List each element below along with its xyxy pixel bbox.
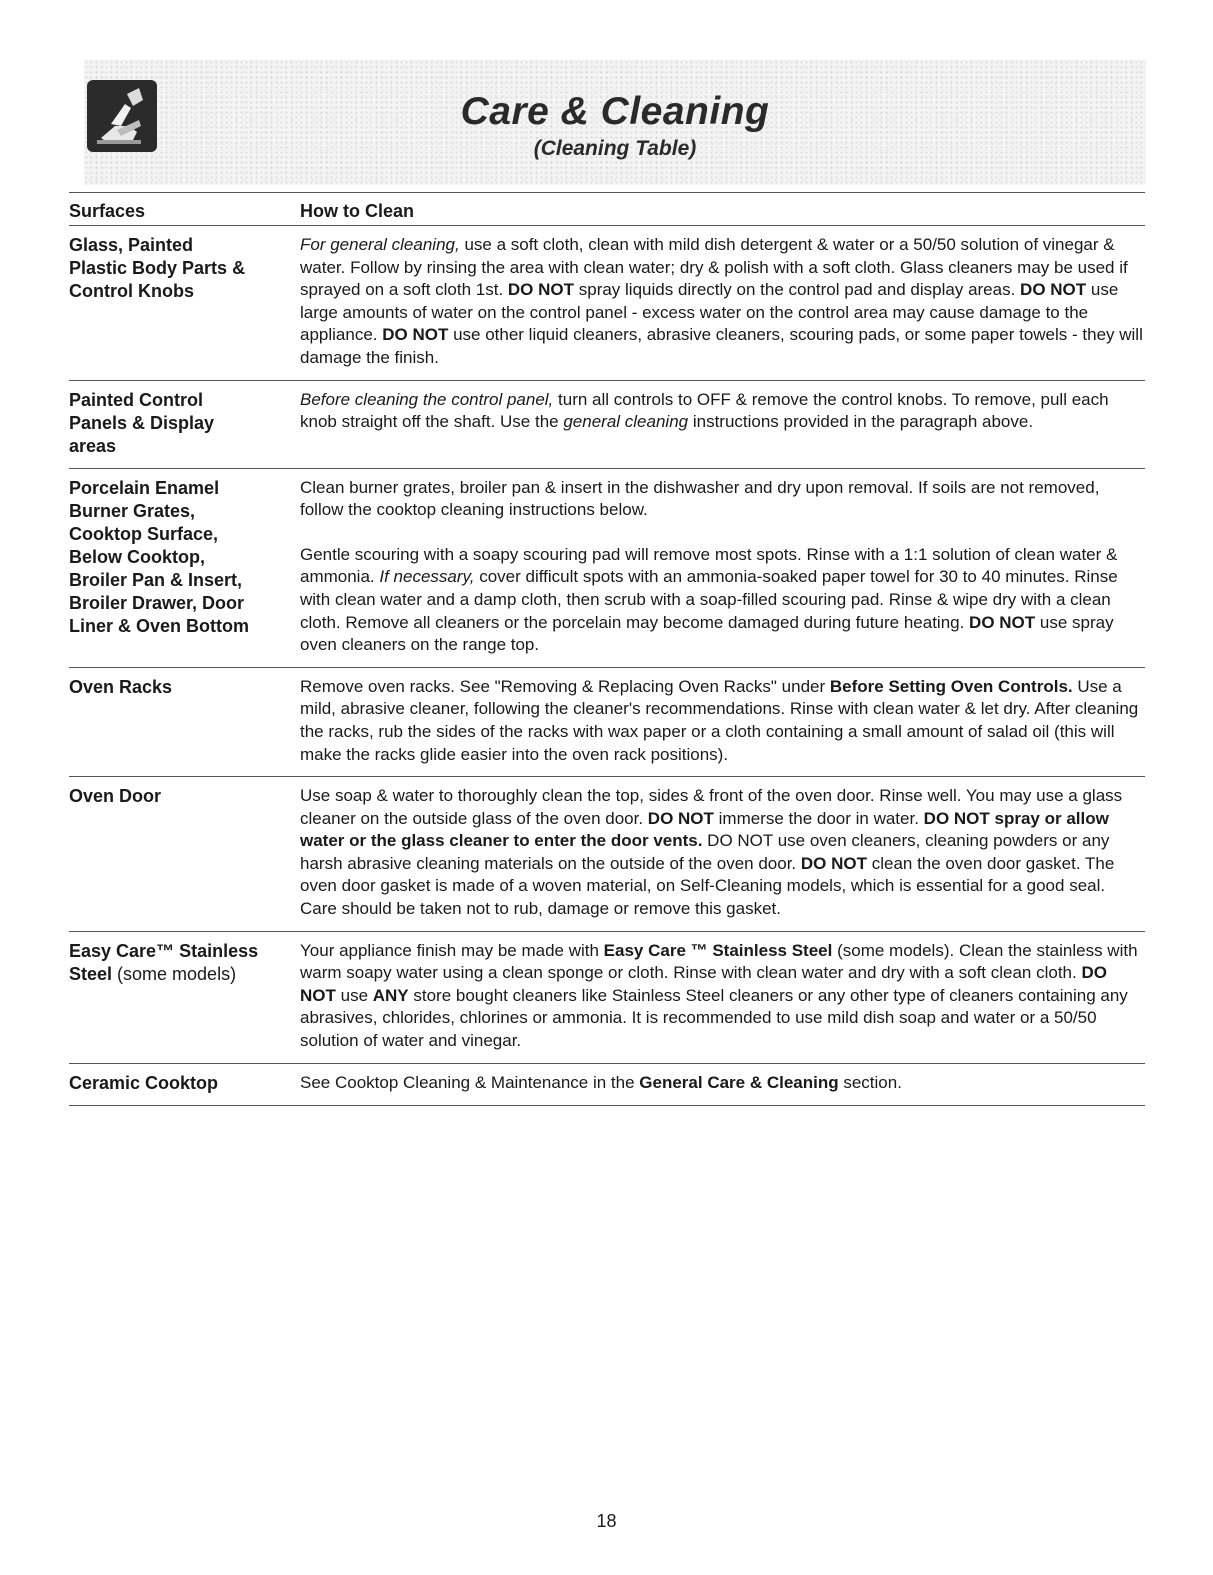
surface-name: Cooktop Surface, bbox=[69, 523, 219, 544]
surface-cell bbox=[69, 676, 300, 766]
emphasis-bold: ANY bbox=[372, 985, 409, 1005]
surface-line bbox=[69, 412, 300, 435]
surface-cell bbox=[69, 234, 300, 370]
surface-name: Control Knobs bbox=[69, 281, 194, 301]
surface-note: (some models) bbox=[112, 963, 237, 984]
instruction-text: (some models). Clean the stainless with warm soapy water using a clean sponge or cloth. Rinse with clean water and dry with a soft clean cloth. bbox=[300, 940, 1138, 983]
surface-name: Steel bbox=[69, 963, 113, 984]
surface-cell bbox=[69, 477, 300, 657]
instruction-paragraph bbox=[300, 389, 1145, 434]
surface-cell bbox=[69, 389, 300, 458]
surface-cell bbox=[69, 940, 300, 1053]
instruction-text: Clean burner grates, broiler pan & insert in the dishwasher and dry upon removal. If soils are not removed, follow the cooktop cleaning instructions below. bbox=[300, 477, 1100, 520]
table-row bbox=[69, 1064, 1145, 1105]
page-subtitle: (Cleaning Table) bbox=[533, 137, 697, 160]
instruction-paragraph bbox=[300, 1072, 1145, 1095]
emphasis-bold: DO NOT bbox=[800, 853, 867, 873]
surface-name: Broiler Pan & Insert, bbox=[69, 569, 243, 590]
emphasis-italic: Before cleaning the control panel, bbox=[300, 389, 554, 409]
emphasis-bold: Before Setting Oven Controls. bbox=[829, 676, 1073, 696]
surface-line bbox=[69, 569, 300, 592]
instructions-cell bbox=[300, 234, 1145, 370]
instruction-text: use large amounts of water on the control panel - excess water on the control area may cause damage to the appliance. bbox=[300, 280, 1119, 345]
emphasis-bold: DO NOT bbox=[300, 963, 1107, 1005]
surface-line bbox=[69, 280, 300, 303]
emphasis-italic: For general cleaning, bbox=[300, 235, 460, 254]
table-row bbox=[69, 381, 1145, 468]
instruction-text: section. bbox=[838, 1072, 902, 1092]
surface-name: Plastic Body Parts & bbox=[69, 258, 246, 278]
surface-name: Porcelain Enamel bbox=[69, 477, 220, 498]
instruction-text: cover difficult spots with an ammonia-soaked paper towel for 30 to 40 minutes. Rinse with clean water and a damp cloth, then scrub with a soap-filled scouring pad. Rinse & wipe dry with a clean cloth. Remove all cleaners or the porcelain may become damaged during future heating. bbox=[300, 567, 1118, 632]
row-divider bbox=[69, 1105, 1145, 1106]
surface-line bbox=[69, 257, 300, 280]
instruction-text: immerse the door in water. bbox=[713, 808, 924, 828]
instruction-paragraph bbox=[300, 544, 1145, 657]
table-row bbox=[69, 932, 1145, 1063]
surface-name: Panels & Display bbox=[69, 412, 215, 433]
instruction-text: use spray oven cleaners on the range top. bbox=[300, 612, 1114, 655]
page-title: Care & Cleaning bbox=[460, 90, 770, 133]
surfaces-header: Surfaces bbox=[69, 200, 146, 221]
table-row bbox=[69, 226, 1145, 380]
table-row bbox=[69, 777, 1145, 931]
instructions-cell bbox=[300, 785, 1145, 921]
emphasis-bold: DO NOT bbox=[647, 808, 714, 828]
table-row bbox=[69, 469, 1145, 667]
surface-line bbox=[69, 523, 300, 546]
emphasis-bold: General Care & Cleaning bbox=[639, 1072, 839, 1092]
surface-line bbox=[69, 676, 300, 699]
surface-name: Burner Grates, bbox=[69, 500, 196, 521]
instruction-text: use other liquid cleaners, abrasive cleaners, scouring pads, or some paper towels - they will damage the finish. bbox=[300, 325, 1143, 367]
emphasis-bold: DO NOT bbox=[382, 325, 449, 345]
instructions-cell bbox=[300, 1072, 1145, 1095]
surface-cell bbox=[69, 785, 300, 921]
instructions-cell bbox=[300, 389, 1145, 458]
surface-name: Oven Door bbox=[69, 786, 162, 807]
instruction-text: Use soap & water to thoroughly clean the top, sides & front of the oven door. Rinse well. You may use a glass cleaner on the outside glass of the oven door. bbox=[300, 786, 1123, 828]
instruction-text: turn all controls to OFF & remove the control knobs. To remove, pull each knob straight off the shaft. Use the bbox=[300, 389, 1109, 432]
emphasis-bold: Easy Care ™ Stainless Steel bbox=[603, 940, 833, 960]
instruction-text: Remove oven racks. See "Removing & Replacing Oven Racks" under bbox=[300, 676, 830, 696]
table-header-row bbox=[69, 193, 1145, 225]
instruction-paragraph bbox=[300, 477, 1145, 522]
page-number: 18 bbox=[596, 1511, 617, 1531]
emphasis-italic: If necessary, bbox=[379, 567, 475, 587]
surface-name: Broiler Drawer, Door bbox=[69, 592, 245, 613]
instruction-text: spray liquids directly on the control pad and display areas. bbox=[574, 280, 1021, 300]
surface-line bbox=[69, 615, 300, 638]
surface-line bbox=[69, 785, 300, 808]
table-row bbox=[69, 668, 1145, 776]
emphasis-bold: DO NOT bbox=[1020, 280, 1087, 300]
instruction-text: Your appliance finish may be made with bbox=[300, 940, 604, 960]
surface-line bbox=[69, 963, 300, 986]
instructions-cell bbox=[300, 940, 1145, 1053]
instruction-text: DO NOT use oven cleaners, cleaning powders or any harsh abrasive cleaning materials on the outside of the oven door. bbox=[300, 831, 1110, 873]
surface-cell bbox=[69, 1072, 300, 1095]
surface-line bbox=[69, 234, 300, 257]
emphasis-bold: DO NOT bbox=[969, 612, 1036, 632]
instruction-text: use a soft cloth, clean with mild dish detergent & water or a 50/50 solution of vinegar & water. Follow by rinsing the area with clean water; dry & polish with a soft cloth. Glass cleaners may be used if sprayed on a soft cloth 1st. bbox=[300, 235, 1128, 300]
emphasis-bold: DO NOT spray or allow water or the glass cleaner to enter the door vents. bbox=[300, 808, 1109, 851]
instruction-paragraph bbox=[300, 234, 1145, 370]
instruction-paragraph bbox=[300, 940, 1145, 1053]
surface-name: Glass, Painted bbox=[69, 235, 194, 255]
surface-line bbox=[69, 500, 300, 523]
instruction-paragraph bbox=[300, 676, 1145, 766]
table-body bbox=[69, 226, 1145, 1106]
instruction-text: clean the oven door gasket. The oven door gasket is made of a woven material, on Self-Cleaning models, which is essential for a good seal. Care should be taken not to rub, damage or remove this gasket. bbox=[300, 853, 1115, 919]
instruction-text: Gentle scouring with a soapy scouring pad will remove most spots. Rinse with a 1:1 solution of clean water & ammonia. bbox=[300, 544, 1118, 587]
surface-line bbox=[69, 940, 300, 963]
instruction-paragraph bbox=[300, 785, 1145, 921]
surface-name: Easy Care™ Stainless bbox=[69, 940, 259, 961]
instruction-text: use bbox=[335, 985, 373, 1005]
surface-name: areas bbox=[69, 435, 117, 456]
how-to-clean-header: How to Clean bbox=[300, 200, 415, 221]
instruction-text: instructions provided in the paragraph above. bbox=[688, 412, 1034, 432]
surface-line bbox=[69, 592, 300, 615]
instructions-cell bbox=[300, 676, 1145, 766]
instruction-text: See Cooktop Cleaning & Maintenance in the bbox=[300, 1072, 640, 1092]
surface-name: Below Cooktop, bbox=[69, 546, 205, 567]
surface-line bbox=[69, 477, 300, 500]
cleaning-table bbox=[69, 192, 1145, 1106]
instruction-text: store bought cleaners like Stainless Steel cleaners or any other type of cleaners containing any abrasives, chlorides, chlorines or ammonia. It is recommended to use mild dish soap and water or a 50/50 solution of water and vinegar. bbox=[300, 985, 1128, 1051]
page-header bbox=[84, 60, 1146, 185]
instructions-cell bbox=[300, 477, 1145, 657]
surface-line bbox=[69, 546, 300, 569]
surface-line bbox=[69, 1072, 300, 1095]
surface-name: Liner & Oven Bottom bbox=[69, 615, 250, 636]
emphasis-bold: DO NOT bbox=[507, 280, 575, 300]
surface-name: Oven Racks bbox=[69, 676, 173, 697]
instruction-text: Use a mild, abrasive cleaner, following the cleaner's recommendations. Rinse with clean water & let dry. After cleaning the racks, rub the sides of the racks with wax paper or a cloth containing a small amount of salad oil (this will make the racks glide easier into the oven rack positions). bbox=[300, 676, 1139, 764]
surface-line bbox=[69, 435, 300, 458]
surface-name: Painted Control bbox=[69, 389, 203, 410]
surface-line bbox=[69, 389, 300, 412]
emphasis-italic: general cleaning bbox=[563, 412, 689, 432]
surface-name: Ceramic Cooktop bbox=[69, 1072, 219, 1093]
